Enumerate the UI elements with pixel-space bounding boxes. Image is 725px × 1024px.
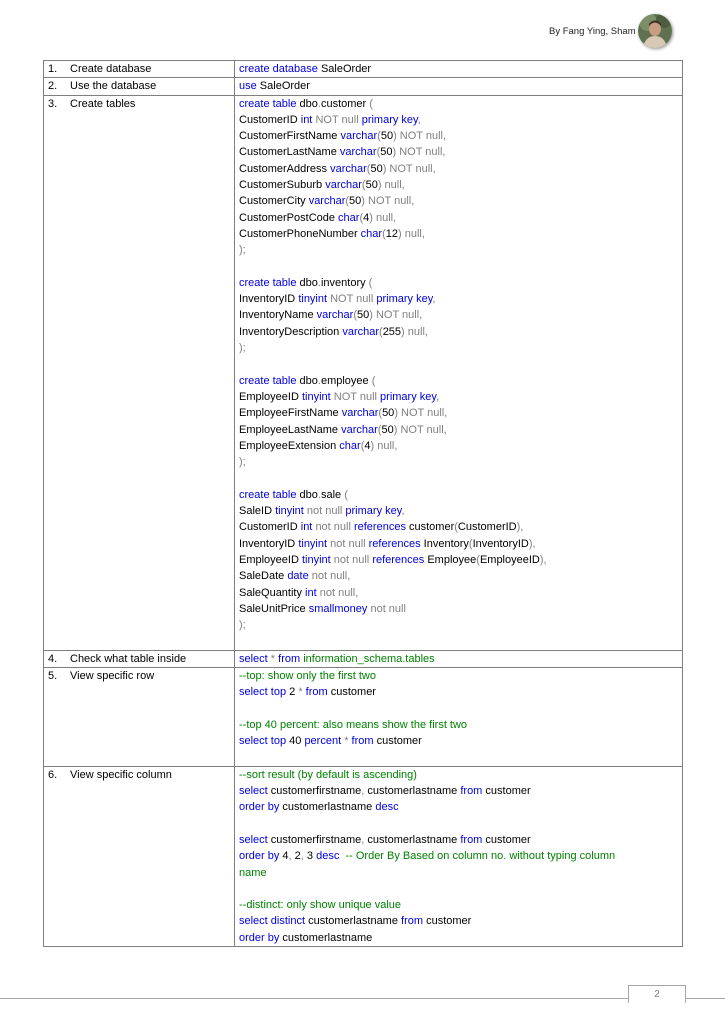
code-token: ( [344, 488, 348, 501]
code-token: char [338, 211, 360, 224]
code-token: , [361, 785, 368, 798]
code-line [239, 340, 678, 356]
code-token: EmployeeID [239, 553, 302, 566]
code-token: customer [409, 521, 455, 534]
code-token: from [401, 915, 427, 928]
step-number: 3. [48, 97, 58, 110]
code-line [239, 767, 678, 783]
code-token: SaleDate [239, 570, 288, 583]
code-token: ( [476, 553, 480, 566]
code-token: ) NOT null, [393, 130, 447, 143]
task-cell [44, 650, 235, 667]
code-token: ); [239, 244, 246, 257]
code-line [239, 701, 678, 717]
step-title: Check what table inside [70, 652, 187, 665]
code-token: customerlastname [282, 801, 376, 814]
code-token: 4 [282, 850, 289, 863]
code-line [239, 897, 678, 913]
code-token: date [287, 570, 312, 583]
code-token: 12 [385, 227, 398, 240]
code-token: name [239, 866, 267, 879]
code-token: create table [239, 374, 300, 387]
code-token: from [460, 785, 486, 798]
code-line [239, 601, 678, 617]
code-token: 40 [289, 735, 305, 748]
code-line [239, 617, 678, 633]
code-token: select [239, 785, 271, 798]
code-token: primary key [376, 293, 433, 306]
code-token: -- Order By Based on column no. without typing column [345, 850, 616, 863]
code-token: EmployeeExtension [239, 439, 340, 452]
code-token: ( [454, 521, 458, 534]
code-line [239, 733, 678, 749]
code-token: customer [485, 833, 531, 846]
code-token: tinyint [298, 537, 331, 550]
code-token: customerlastname [367, 785, 461, 798]
code-token: ) NOT null, [393, 423, 447, 436]
code-token: * [344, 735, 352, 748]
code-token: EmployeeFirstName [239, 407, 342, 420]
code-token: customer [485, 785, 531, 798]
code-token: CustomerSuburb [239, 179, 326, 192]
code-token: InventoryDescription [239, 325, 343, 338]
code-line [239, 405, 678, 421]
code-token: varchar [339, 146, 377, 159]
code-token: ), [528, 537, 536, 550]
code-token: ( [361, 179, 366, 192]
code-token: employee [320, 374, 372, 387]
code-token: customerlastname [367, 833, 461, 846]
code-line [239, 275, 678, 291]
code-token: 4 [364, 439, 371, 452]
code-token: references [372, 553, 428, 566]
code-token: ( [369, 97, 373, 110]
task-cell [44, 766, 235, 946]
task-cell [44, 667, 235, 766]
code-token: CustomerID [457, 521, 517, 534]
code-line [239, 633, 678, 649]
code-token: ) NOT null, [369, 309, 423, 322]
code-token: dbo [299, 276, 318, 289]
code-token: SaleOrder [320, 63, 372, 75]
code-token: ( [366, 162, 371, 175]
code-token: from [278, 652, 304, 665]
step-title: View specific column [70, 768, 172, 781]
code-token: 2 [289, 686, 299, 699]
code-token: , [300, 850, 307, 863]
code-token: order by [239, 931, 283, 944]
code-token: select [239, 833, 271, 846]
code-token: int [300, 113, 316, 126]
code-token: desc [316, 850, 346, 863]
code-token: ) NOT null, [392, 146, 446, 159]
code-token: 50 [381, 423, 394, 436]
task-cell [44, 95, 235, 650]
code-token: varchar [342, 325, 380, 338]
code-token: ) null, [370, 439, 398, 452]
code-token: CustomerAddress [239, 162, 331, 175]
code-token: select [239, 652, 271, 665]
code-token: . [317, 97, 321, 110]
sql-code-cell [235, 667, 683, 766]
code-line [239, 96, 678, 112]
code-token: select top [239, 735, 290, 748]
code-token: not null [370, 602, 406, 615]
code-line [239, 128, 678, 144]
code-token: 2 [294, 850, 301, 863]
code-token: CustomerPostCode [239, 211, 339, 224]
code-token: ), [516, 521, 524, 534]
code-token: customerlastname [282, 931, 373, 944]
code-token: 50 [370, 162, 383, 175]
code-token: sale [320, 488, 345, 501]
code-token: int [300, 521, 316, 534]
code-token: use [239, 80, 260, 93]
task-cell [44, 78, 235, 95]
code-line [239, 177, 678, 193]
code-line [239, 568, 678, 584]
code-line [239, 78, 678, 94]
table-row [44, 650, 683, 667]
code-token: , [361, 833, 368, 846]
step-number: 2. [48, 80, 58, 93]
code-token: ) null, [369, 211, 397, 224]
code-token: information_schema.tables [303, 652, 435, 665]
code-line [239, 783, 678, 799]
code-token: primary key [345, 505, 402, 518]
author-avatar [638, 14, 672, 48]
code-token: references [368, 537, 424, 550]
code-token: primary key [361, 113, 418, 126]
code-token: customerlastname [308, 915, 402, 928]
sql-code-cell [235, 95, 683, 650]
code-token: customer [320, 97, 370, 110]
code-line [239, 422, 678, 438]
code-line [239, 144, 678, 160]
code-token: ( [468, 537, 473, 550]
code-token: references [353, 521, 409, 534]
code-token: ) NOT null, [394, 407, 448, 420]
code-token: dbo [299, 97, 318, 110]
table-row [44, 78, 683, 95]
code-token: order by [239, 850, 283, 863]
code-token: create table [239, 97, 300, 110]
code-token: char [339, 439, 361, 452]
code-token: ) NOT null, [361, 195, 415, 208]
code-line [239, 930, 678, 946]
code-token: ( [376, 146, 381, 159]
code-token: * [298, 686, 306, 699]
code-line [239, 536, 678, 552]
code-token: CustomerLastName [239, 146, 340, 159]
code-token: , [432, 293, 436, 306]
code-line [239, 259, 678, 275]
code-token: create database [239, 63, 321, 75]
code-token: 4 [363, 211, 370, 224]
code-token: ( [345, 195, 350, 208]
code-token: ); [239, 619, 246, 632]
code-token: not null [333, 553, 373, 566]
table-row [44, 61, 683, 78]
code-token: from [305, 686, 331, 699]
code-token: not null [330, 537, 369, 550]
code-token: tinyint [301, 553, 334, 566]
code-token: CustomerCity [239, 195, 309, 208]
code-line [239, 161, 678, 177]
code-token: ( [371, 374, 376, 387]
code-line [239, 913, 678, 929]
code-line [239, 324, 678, 340]
code-token: varchar [325, 179, 362, 192]
code-token: from [460, 833, 486, 846]
code-token: . [317, 488, 321, 501]
code-line [239, 816, 678, 832]
code-token: varchar [316, 309, 354, 322]
code-token: , [417, 113, 421, 126]
code-token: 50 [380, 130, 394, 143]
code-line [239, 552, 678, 568]
sql-code-cell [235, 650, 683, 667]
code-line [239, 519, 678, 535]
code-line [239, 389, 678, 405]
task-cell [44, 61, 235, 78]
step-number: 4. [48, 652, 58, 665]
code-token: 50 [349, 195, 362, 208]
code-line [239, 717, 678, 733]
code-token: SaleQuantity [239, 586, 306, 599]
code-token: Inventory [423, 537, 469, 550]
code-token: from [351, 735, 377, 748]
code-token: 50 [357, 309, 370, 322]
code-token: InventoryID [239, 537, 299, 550]
code-token: varchar [341, 423, 378, 436]
step-title: Create tables [70, 97, 136, 110]
code-line [239, 881, 678, 897]
code-token: 50 [380, 146, 393, 159]
page-number: 2 [628, 985, 686, 1003]
code-token: not null, [319, 586, 359, 599]
code-token: NOT null [315, 113, 362, 126]
step-title: View specific row [70, 669, 155, 682]
code-token: 50 [365, 179, 378, 192]
code-token: --top: show only the first two [239, 669, 376, 682]
code-token: EmployeeID [239, 390, 302, 403]
code-line [239, 503, 678, 519]
code-line [239, 193, 678, 209]
code-token: int [305, 586, 320, 599]
code-line [239, 470, 678, 486]
code-line [239, 487, 678, 503]
code-line [239, 848, 678, 864]
code-token: CustomerFirstName [239, 130, 341, 143]
code-token: --distinct: only show unique value [239, 899, 402, 912]
code-token: InventoryName [239, 309, 317, 322]
footer-rule [685, 998, 725, 999]
table-row [44, 667, 683, 766]
code-token: CustomerID [239, 521, 301, 534]
code-token: varchar [340, 130, 378, 143]
code-token: * [270, 652, 279, 665]
code-token: SaleID [239, 505, 276, 518]
author-header: By Fang Ying, Sham [549, 26, 636, 37]
code-token: ( [379, 325, 383, 338]
code-line [239, 799, 678, 815]
code-token: customerfirstname [270, 785, 362, 798]
code-token: not null, [311, 570, 351, 583]
code-token: 255 [382, 325, 402, 338]
code-token: ( [368, 276, 373, 289]
code-token: ), [539, 553, 547, 566]
code-token: Employee [427, 553, 477, 566]
code-token: tinyint [301, 390, 334, 403]
code-token: ); [239, 342, 246, 355]
sql-code-cell [235, 766, 683, 946]
code-line [239, 356, 678, 372]
step-number: 5. [48, 669, 58, 682]
code-line [239, 651, 678, 667]
code-token: ( [359, 211, 364, 224]
code-token: . [317, 276, 321, 289]
code-token: tinyint [298, 293, 331, 306]
code-token: varchar [308, 195, 346, 208]
code-token: SaleOrder [259, 80, 310, 93]
code-token: InventoryID [472, 537, 529, 550]
code-token: dbo [299, 488, 318, 501]
code-token: ( [378, 407, 383, 420]
code-line [239, 373, 678, 389]
code-token: ( [377, 423, 382, 436]
code-token: tinyint [275, 505, 307, 518]
table-row [44, 766, 683, 946]
code-line [239, 112, 678, 128]
code-token: . [317, 374, 321, 387]
code-token: inventory [320, 276, 369, 289]
code-line [239, 242, 678, 258]
sql-reference-table [43, 60, 683, 947]
code-token: order by [239, 801, 283, 814]
code-token: ) null, [401, 325, 428, 338]
code-token: ( [377, 130, 381, 143]
code-token: customer [426, 915, 472, 928]
code-token: , [436, 390, 440, 403]
code-line [239, 684, 678, 700]
code-token: --sort result (by default is ascending) [239, 768, 417, 781]
code-line [239, 865, 678, 881]
code-token: desc [375, 801, 399, 814]
code-line [239, 438, 678, 454]
code-token: 3 [306, 850, 317, 863]
code-token: ) null, [377, 179, 405, 192]
code-token: varchar [330, 162, 367, 175]
code-line [239, 307, 678, 323]
code-token: NOT null [330, 293, 377, 306]
code-token: ) null, [398, 227, 425, 240]
code-token: 50 [382, 407, 395, 420]
code-token: ); [239, 456, 246, 469]
code-token: EmployeeID [479, 553, 540, 566]
table-row [44, 95, 683, 650]
code-line [239, 832, 678, 848]
code-token: percent [304, 735, 345, 748]
code-token: dbo [299, 374, 318, 387]
code-token: customer [376, 735, 422, 748]
code-token: select top [239, 686, 290, 699]
code-token: NOT null [333, 390, 381, 403]
sql-code-cell [235, 78, 683, 95]
code-token: not null [306, 505, 346, 518]
step-number: 6. [48, 768, 58, 781]
code-line [239, 291, 678, 307]
code-token: --top 40 percent: also means show the first two [239, 718, 468, 731]
code-token: CustomerID [239, 113, 301, 126]
code-token: ( [382, 227, 386, 240]
code-token: , [288, 850, 295, 863]
footer-rule [0, 998, 628, 999]
code-token: varchar [341, 407, 379, 420]
code-token: ( [353, 309, 358, 322]
code-token: create table [239, 488, 300, 501]
code-token: customerfirstname [270, 833, 362, 846]
code-line [239, 226, 678, 242]
code-line [239, 749, 678, 765]
code-token: not null [315, 521, 354, 534]
code-token: InventoryID [239, 293, 299, 306]
code-line [239, 585, 678, 601]
code-token: select distinct [239, 915, 309, 928]
code-line [239, 668, 678, 684]
code-token: create table [239, 276, 300, 289]
step-number: 1. [48, 63, 58, 75]
code-token: ( [360, 439, 365, 452]
code-token: EmployeeLastName [239, 423, 342, 436]
code-token: char [360, 227, 383, 240]
step-title: Use the database [70, 80, 157, 93]
code-line [239, 454, 678, 470]
step-title: Create database [70, 63, 152, 75]
code-token: CustomerPhoneNumber [239, 227, 361, 240]
code-token: customer [330, 686, 376, 699]
code-line [239, 61, 678, 77]
code-token: ) NOT null, [382, 162, 436, 175]
code-token: smallmoney [308, 602, 371, 615]
code-token: SaleUnitPrice [239, 602, 309, 615]
code-token: primary key [380, 390, 437, 403]
code-token: , [401, 505, 405, 518]
code-line [239, 210, 678, 226]
sql-code-cell [235, 61, 683, 78]
